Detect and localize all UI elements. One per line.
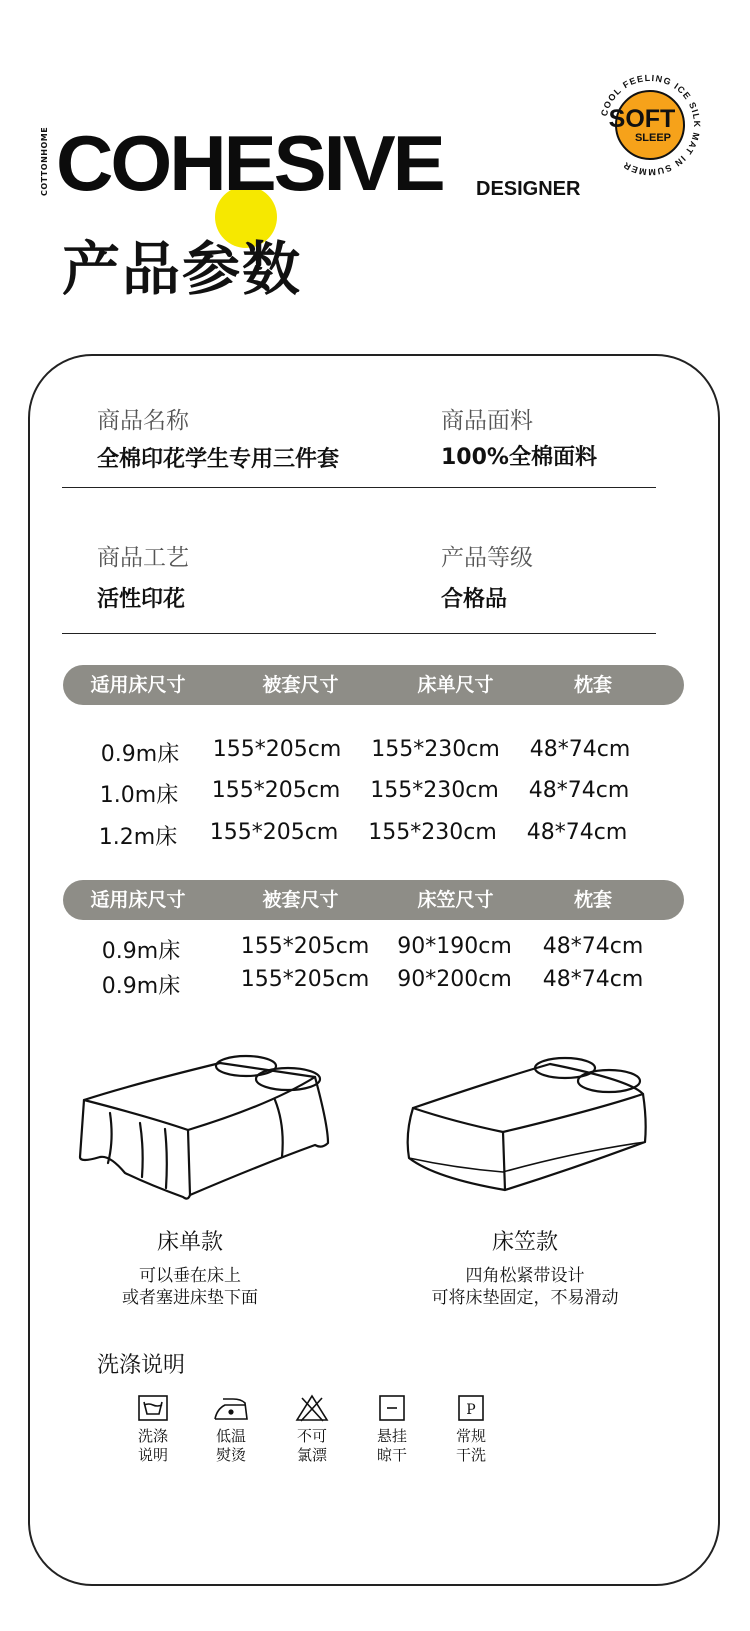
low-iron-icon bbox=[211, 1393, 251, 1423]
divider bbox=[62, 487, 656, 488]
sub-headline: DESIGNER bbox=[476, 178, 581, 200]
wash-title: 洗涤说明 bbox=[97, 1353, 186, 1378]
hand-wash-icon bbox=[136, 1393, 170, 1423]
wash-label: 氯漂 bbox=[296, 1446, 327, 1464]
sheet-table-header bbox=[63, 665, 684, 705]
flat-sheet-bed-illustration bbox=[70, 1045, 340, 1210]
spec-label-fabric: 商品面料 bbox=[441, 408, 533, 434]
fitted-sheet-bed-illustration bbox=[395, 1050, 655, 1200]
wash-label: 晾干 bbox=[376, 1446, 407, 1464]
table-cell: 48*74cm bbox=[528, 778, 630, 803]
flat-sheet-title: 床单款 bbox=[156, 1230, 223, 1255]
wash-label: 干洗 bbox=[455, 1446, 486, 1464]
table-cell: 48*74cm bbox=[526, 820, 628, 845]
badge-ring-text: COOL FEELING ICE SILK MAT IN SUMMER bbox=[598, 72, 703, 178]
table-header-cell: 被套尺寸 bbox=[262, 674, 339, 696]
badge-main-text: SOFT bbox=[608, 105, 676, 133]
table-header-cell: 枕套 bbox=[573, 889, 612, 911]
table-cell: 155*205cm bbox=[240, 967, 370, 992]
table-header-cell: 枕套 bbox=[573, 674, 612, 696]
table-cell: 155*205cm bbox=[240, 934, 370, 959]
table-cell: 155*205cm bbox=[211, 778, 341, 803]
wash-label: 低温 bbox=[215, 1427, 246, 1445]
table-cell: 48*74cm bbox=[542, 934, 644, 959]
table-cell: 155*230cm bbox=[371, 737, 500, 762]
wash-label: 常规 bbox=[455, 1427, 486, 1445]
spec-label-name: 商品名称 bbox=[97, 408, 189, 434]
headline: COHESIVE bbox=[56, 119, 443, 207]
spec-value-name: 全棉印花学生专用三件套 bbox=[97, 447, 340, 472]
fitted-sheet-desc-line2: 可将床垫固定，不易滑动 bbox=[431, 1288, 619, 1308]
divider bbox=[62, 633, 656, 634]
spec-label-grade: 产品等级 bbox=[441, 545, 533, 571]
hang-dry-icon bbox=[376, 1393, 408, 1423]
table-header-cell: 适用床尺寸 bbox=[90, 674, 186, 696]
table-cell: 90*200cm bbox=[397, 967, 512, 992]
table-cell: 48*74cm bbox=[529, 737, 631, 762]
spec-value-fabric: 100%全棉面料 bbox=[441, 445, 597, 470]
table-header-cell: 床笠尺寸 bbox=[417, 889, 494, 911]
badge-sub-text: SLEEP bbox=[634, 132, 672, 144]
dry-clean-icon bbox=[455, 1393, 487, 1423]
flat-sheet-desc-line1: 可以垂在床上 bbox=[139, 1266, 241, 1286]
brand-vertical-text: COTTONHOME bbox=[40, 126, 49, 196]
wash-label: 说明 bbox=[137, 1446, 168, 1464]
no-bleach-icon bbox=[294, 1393, 330, 1423]
spec-value-grade: 合格品 bbox=[441, 587, 508, 612]
soft-sleep-badge bbox=[595, 70, 705, 180]
dry-clean-letter: P bbox=[466, 1402, 476, 1418]
wash-item bbox=[201, 1393, 261, 1465]
spec-label-craft: 商品工艺 bbox=[97, 545, 189, 571]
wash-item bbox=[123, 1393, 183, 1465]
table-cell: 1.0m床 bbox=[99, 783, 179, 808]
table-header-cell: 被套尺寸 bbox=[262, 889, 339, 911]
wash-label: 熨烫 bbox=[215, 1446, 246, 1464]
table-cell: 0.9m床 bbox=[100, 742, 180, 767]
table-cell: 155*205cm bbox=[212, 737, 342, 762]
table-cell: 0.9m床 bbox=[101, 939, 181, 964]
table-cell: 155*230cm bbox=[370, 778, 499, 803]
table-cell: 155*205cm bbox=[209, 820, 339, 845]
table-header-cell: 适用床尺寸 bbox=[90, 889, 186, 911]
table-cell: 48*74cm bbox=[542, 967, 644, 992]
table-cell: 0.9m床 bbox=[101, 974, 181, 999]
wash-item bbox=[282, 1393, 342, 1465]
table-cell: 155*230cm bbox=[368, 820, 497, 845]
wash-label: 悬挂 bbox=[376, 1427, 407, 1445]
wash-label: 洗涤 bbox=[137, 1427, 168, 1445]
wash-label: 不可 bbox=[296, 1427, 327, 1445]
flat-sheet-desc-line2: 或者塞进床垫下面 bbox=[122, 1288, 258, 1308]
spec-value-craft: 活性印花 bbox=[97, 587, 186, 612]
fitted-sheet-desc-line1: 四角松紧带设计 bbox=[465, 1266, 585, 1286]
badge-icon bbox=[595, 70, 705, 180]
wash-item bbox=[441, 1393, 501, 1465]
wash-item bbox=[362, 1393, 422, 1465]
fitted-table-header bbox=[63, 880, 684, 920]
fitted-sheet-title: 床笠款 bbox=[491, 1230, 558, 1255]
table-header-cell: 床单尺寸 bbox=[417, 674, 494, 696]
table-cell: 1.2m床 bbox=[98, 825, 178, 850]
table-cell: 90*190cm bbox=[397, 934, 512, 959]
page-title: 产品参数 bbox=[62, 235, 303, 303]
